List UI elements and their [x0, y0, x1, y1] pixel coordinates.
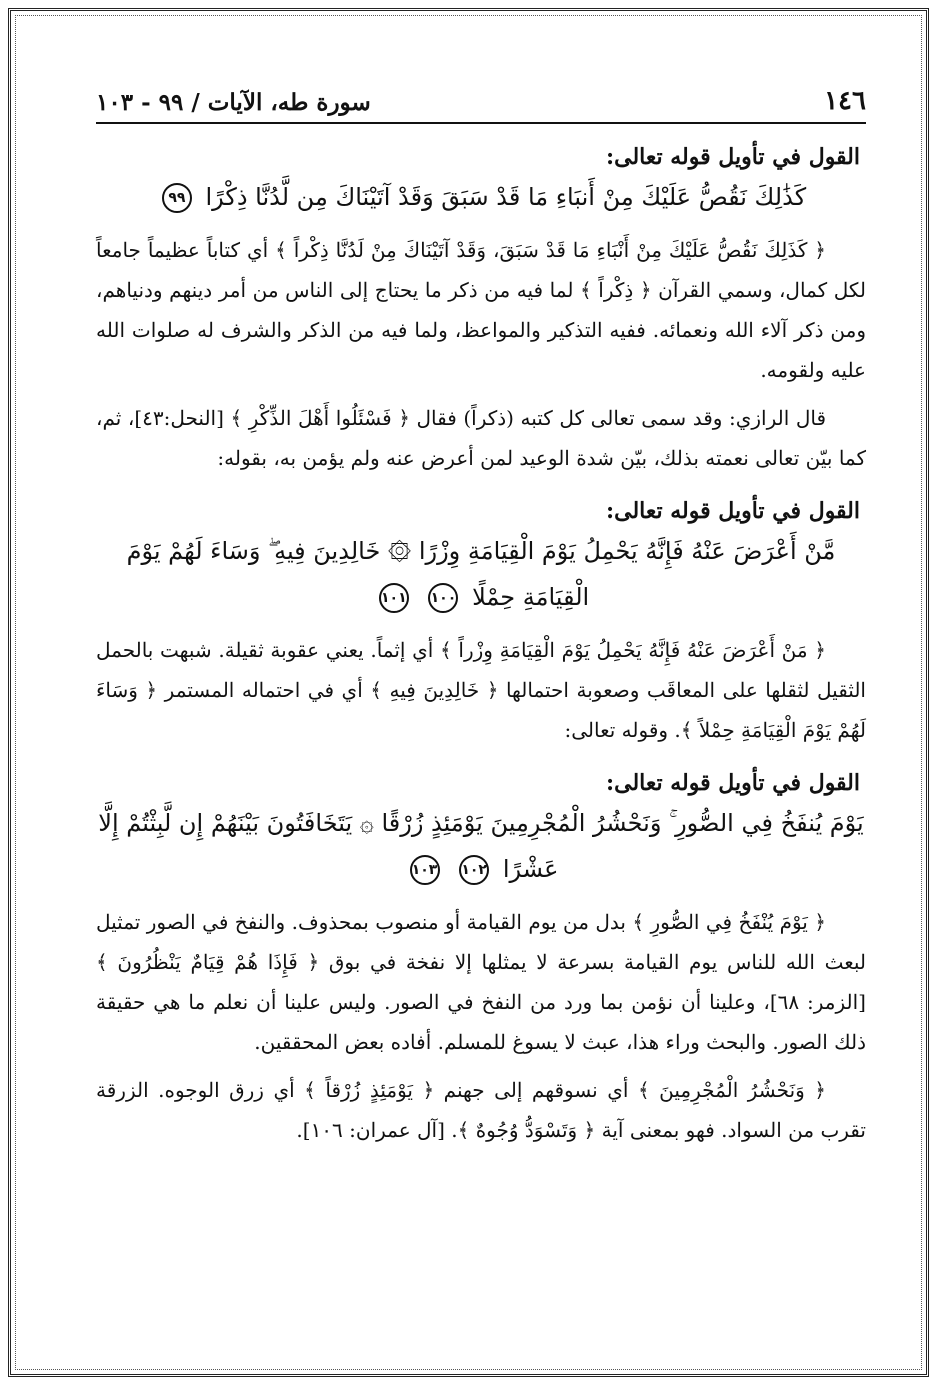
page-number: ١٤٦: [824, 86, 866, 116]
section-102-103: [96, 770, 866, 1150]
commentary-paragraph: ﴿ يَوْمَ يُنْفَخُ فِي الصُّورِ ﴾ بدل من يوم القيامة أو منصوب بمحذوف. والنفخ في الصور تمثيل لبعث الله للناس يوم القيامة بسرعة لا يمثلها إلا نفخة في بوق ﴿ فَإِذَا هُمْ قِيَامٌ يَنْظُرُونَ ﴾ [الزمر: ٦٨]، وعلينا أن نؤمن بما ورد من النفخ في الصور. وليس علينا أن نعلم ما هي حقيقة ذلك الصور. والبحث وراء هذا، عبث لا يسوغ للمسلم. أفاده بعض المحققين.: [96, 910, 866, 1054]
running-title: سورة طه، الآيات / ٩٩ - ١٠٣: [96, 89, 371, 116]
verse-text: يَوْمَ يُنفَخُ فِي الصُّورِ ۚ وَنَحْشُرُ الْمُجْرِمِينَ يَوْمَئِذٍ زُرْقًا ۞ يَتَخَافَتُونَ بَيْنَهُمْ إِن لَّبِثْتُمْ إِلَّا عَشْرًا: [98, 809, 864, 883]
section-heading: القول في تأويل قوله تعالى:: [606, 498, 860, 524]
ayah-number-marker: ٩٩: [162, 183, 192, 213]
commentary-paragraph: ﴿ كَذَلِكَ نَقُصُّ عَلَيْكَ مِنْ أَنْبَاءِ مَا قَدْ سَبَقَ، وَقَدْ آتَيْنَاكَ مِنْ لَدُنَّا ذِكْراً ﴾ أي كتاباً عظيماً جامعاً لكل كمال، وسمي القرآن ﴿ ذِكْراً ﴾ لما فيه من ذكر ما يحتاج إلى الناس من أمر دينهم ودنياهم، ومن ذكر آلاء الله ونعمائه. ففيه التذكير والمواعظ، ولما فيه من الذكر والشرف له صلوات الله عليه ولقومه.: [96, 238, 866, 382]
commentary-paragraph: ﴿ مَنْ أَعْرَضَ عَنْهُ فَإِنَّهُ يَحْمِلُ يَوْمَ الْقِيَامَةِ وِزْراً ﴾ أي إثماً. يعني عقوبة ثقيلة. شبهت بالحمل الثقيل لثقلها على المعاقَب وصعوبة احتمالها ﴿ خَالِدِينَ فِيهِ ﴾ أي في احتماله المستمر ﴿ وَسَاءَ لَهُمْ يَوْمَ الْقِيَامَةِ حِمْلاً ﴾. وقوله تعالى:: [96, 638, 866, 742]
quran-verse: [96, 528, 866, 620]
commentary-paragraph: ﴿ وَنَحْشُرُ الْمُجْرِمِينَ ﴾ أي نسوقهم إلى جهنم ﴿ يَوْمَئِذٍ زُرْقاً ﴾ أي زرق الوجوه. الزرقة تقرب من السواد. فهو بمعنى آية ﴿ وَتَسْوَدُّ وُجُوهٌ ﴾. [آل عمران: ١٠٦].: [96, 1078, 866, 1142]
ayah-number-marker: ١٠٠: [428, 583, 458, 613]
section-heading: القول في تأويل قوله تعالى:: [606, 144, 860, 170]
verse-text: كَذَٰلِكَ نَقُصُّ عَلَيْكَ مِنْ أَنبَاءِ مَا قَدْ سَبَقَ وَقَدْ آتَيْنَاكَ مِن لَّدُنَّا ذِكْرًا: [205, 183, 807, 211]
quran-verse: [96, 800, 866, 892]
ayah-number-marker: ١٠٢: [459, 855, 489, 885]
verse-text: مَّنْ أَعْرَضَ عَنْهُ فَإِنَّهُ يَحْمِلُ يَوْمَ الْقِيَامَةِ وِزْرًا ۞ خَالِدِينَ فِيهِ ۖ وَسَاءَ لَهُمْ يَوْمَ الْقِيَامَةِ حِمْلًا: [126, 537, 836, 611]
commentary-paragraph: قال الرازي: وقد سمى تعالى كل كتبه (ذكراً) فقال ﴿ فَسْئَلُوا أَهْلَ الذِّكْرِ ﴾ [النحل:٤٣]، ثم، كما بيّن تعالى نعمته بذلك، بيّن شدة الوعيد لمن أعرض عنه ولم يؤمن به، بقوله:: [96, 406, 866, 470]
ayah-number-marker: ١٠١: [379, 583, 409, 613]
section-99: [96, 144, 866, 478]
section-heading: القول في تأويل قوله تعالى:: [606, 770, 860, 796]
section-100-101: [96, 498, 866, 750]
page-header: [96, 64, 866, 124]
quran-verse: [96, 174, 866, 220]
ayah-number-marker: ١٠٣: [410, 855, 440, 885]
book-page: [96, 64, 866, 1156]
